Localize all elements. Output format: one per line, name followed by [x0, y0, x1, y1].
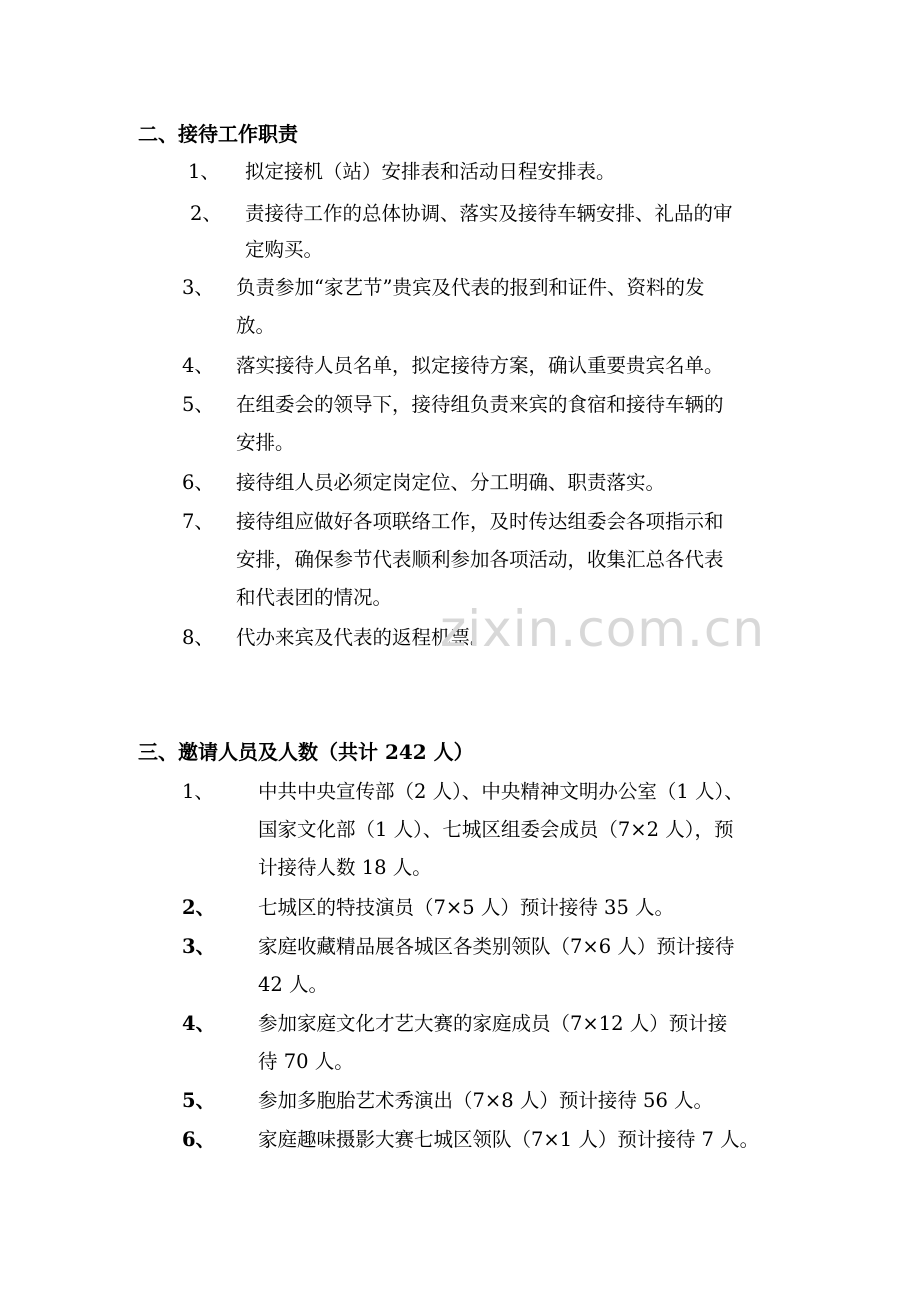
- item-line: 参加多胞胎艺术秀演出（7×8 人）预计接待 56 人。: [258, 1089, 714, 1112]
- item-number: 4、: [182, 354, 214, 377]
- item-line: 放。: [236, 314, 276, 337]
- item-line: 七城区的特技演员（7×5 人）预计接待 35 人。: [258, 896, 675, 919]
- watermark-text: zixin.com.cn: [440, 600, 766, 658]
- item-number: 1、: [182, 780, 214, 803]
- item-line: 安排。: [236, 431, 295, 454]
- item-number: 1、: [188, 160, 220, 183]
- item-number: 2、: [190, 202, 222, 225]
- item-line: 接待组人员必须定岗定位、分工明确、职责落实。: [236, 471, 666, 494]
- item-number: 8、: [182, 626, 214, 649]
- item-line: 代办来宾及代表的返程机票。: [236, 626, 490, 649]
- item-number: 3、: [182, 276, 214, 299]
- item-line: 责接待工作的总体协调、落实及接待车辆安排、礼品的审: [245, 202, 733, 225]
- item-line: 接待组应做好各项联络工作，及时传达组委会各项指示和: [236, 510, 724, 533]
- item-number: 7、: [182, 510, 214, 533]
- item-number: 4、: [182, 1012, 216, 1035]
- item-line: 中共中央宣传部（2 人）、中央精神文明办公室（1 人）、: [258, 780, 744, 803]
- item-line: 在组委会的领导下，接待组负责来宾的食宿和接待车辆的: [236, 393, 724, 416]
- item-line: 42 人。: [258, 973, 329, 996]
- item-number: 5、: [182, 1089, 216, 1112]
- item-line: 家庭收藏精品展各城区各类别领队（7×6 人）预计接待: [258, 935, 735, 958]
- item-line: 负责参加“家艺节”贵宾及代表的报到和证件、资料的发: [236, 276, 705, 299]
- item-line: 参加家庭文化才艺大赛的家庭成员（7×12 人）预计接: [258, 1012, 728, 1035]
- item-line: 和代表团的情况。: [236, 586, 393, 609]
- item-line: 定购买。: [245, 238, 324, 261]
- item-number: 3、: [182, 935, 216, 958]
- item-line: 计接待人数 18 人。: [258, 856, 432, 879]
- item-line: 落实接待人员名单，拟定接待方案，确认重要贵宾名单。: [236, 354, 724, 377]
- item-line: 拟定接机（站）安排表和活动日程安排表。: [245, 160, 616, 183]
- item-number: 2、: [182, 896, 216, 919]
- item-number: 5、: [182, 393, 214, 416]
- item-number: 6、: [182, 1128, 216, 1151]
- section-2-heading: 二、接待工作职责: [138, 122, 298, 146]
- item-line: 安排，确保参节代表顺利参加各项活动，收集汇总各代表: [236, 548, 724, 571]
- item-line: 待 70 人。: [258, 1050, 354, 1073]
- section-3-heading: 三、邀请人员及人数（共计 242 人）: [138, 740, 474, 764]
- item-line: 国家文化部（1 人）、七城区组委会成员（7×2 人），预: [258, 818, 734, 841]
- item-number: 6、: [182, 471, 214, 494]
- item-line: 家庭趣味摄影大赛七城区领队（7×1 人）预计接待 7 人。: [258, 1128, 760, 1151]
